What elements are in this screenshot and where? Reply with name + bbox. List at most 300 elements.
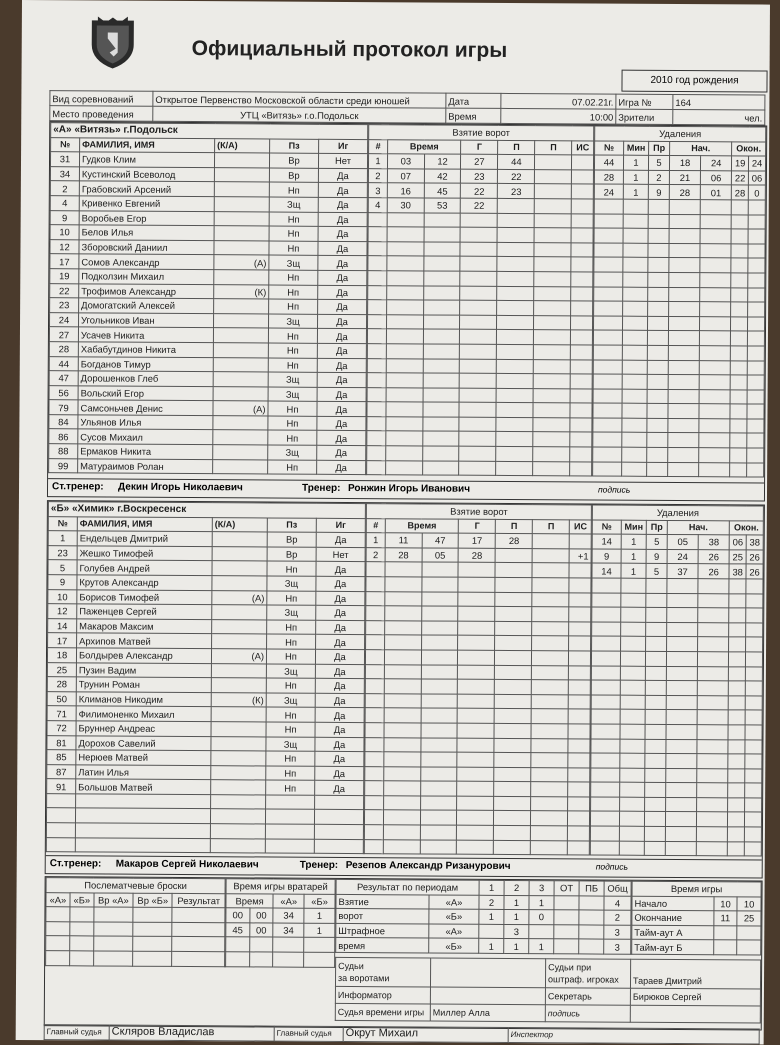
col-assist-1: П (496, 519, 533, 534)
player-played: Да (315, 678, 364, 693)
goal-row (364, 810, 589, 826)
penalty-reason: 9 (646, 549, 667, 564)
period-value: 3 (504, 924, 529, 939)
col-pen-start: Нач. (667, 520, 729, 535)
team-b-coaches (46, 855, 762, 875)
penalty-end-min: 38 (729, 564, 746, 579)
team-a-goals (366, 124, 594, 477)
col-pos: Пз (267, 518, 316, 533)
team-b-penalties (590, 504, 764, 856)
player-number: 50 (47, 691, 76, 706)
penalty-row (592, 563, 763, 579)
player-position: Нп (266, 707, 315, 722)
player-name: Кривенко Евгений (79, 196, 214, 211)
period-value: 2 (479, 895, 504, 910)
period-row-label: Штрафное (336, 923, 429, 938)
col-goal-no: # (369, 139, 388, 154)
inspector-label: Инспектор (508, 1027, 759, 1043)
player-row (47, 750, 364, 767)
goalie-time-col-a: «А» (273, 894, 304, 909)
player-position: Вр (267, 532, 316, 547)
penalty-row (593, 316, 764, 332)
player-name: Хабабутдинов Никита (78, 342, 213, 357)
goal-index: 2 (366, 547, 385, 562)
player-name: Трунин Роман (76, 677, 211, 692)
player-row (47, 721, 364, 738)
team-b-name: «Б» «Химик» г.Воскресенск (48, 502, 365, 519)
penalty-player: 14 (592, 534, 621, 549)
col-pen-reason: Пр (646, 520, 667, 535)
player-played: Да (318, 226, 367, 241)
timeout-b-label: Тайм-аут Б (632, 940, 714, 955)
player-row (48, 560, 365, 577)
period-value: 1 (479, 939, 504, 954)
goal-situation: +1 (569, 549, 591, 564)
player-played: Да (317, 431, 366, 446)
period-value: 2 (604, 910, 631, 925)
player-row (47, 648, 364, 665)
goals-title: Взятие ворот (369, 125, 594, 141)
player-row (50, 239, 367, 256)
col-goal-situation: ИС (572, 140, 594, 155)
penalty-row (591, 738, 762, 754)
penalty-reason: 9 (648, 185, 669, 200)
goal-row (367, 460, 592, 476)
goal-assist-1 (498, 198, 535, 213)
period-col-so: ПБ (579, 881, 604, 896)
player-number: 87 (47, 764, 76, 779)
player-role (212, 634, 267, 649)
goalie-time-sec: 00 (249, 908, 273, 923)
penalty-reason: 5 (648, 156, 669, 171)
team-a-name: «А» «Витязь» г.Подольск (51, 123, 368, 140)
penalty-row (592, 636, 763, 652)
player-role: (К) (214, 284, 269, 299)
officials-signature-label: подпись (545, 1005, 630, 1023)
player-number: 12 (48, 604, 77, 619)
penalty-start-sec: 01 (700, 185, 731, 200)
competition-label: Вид соревнований (50, 91, 153, 107)
goal-assist-1: 28 (496, 534, 533, 549)
goalie-time-row (226, 923, 335, 938)
period-results-table (335, 879, 631, 955)
goal-row (368, 198, 593, 214)
birth-year: 2010 год рождения (621, 70, 767, 93)
goalie-time-sec: 00 (249, 923, 273, 938)
col-assist-2: П (533, 519, 570, 534)
officials-table (335, 957, 761, 1024)
player-name: Паженцев Сергей (77, 604, 212, 619)
goal-row (366, 591, 591, 607)
player-played: Да (317, 372, 366, 387)
period-value (529, 924, 554, 939)
goal-scorer: 23 (461, 169, 498, 184)
goal-minute: 16 (387, 183, 424, 198)
goal-row (364, 825, 589, 841)
goal-row (367, 446, 592, 462)
goal-situation (572, 199, 594, 214)
penalty-row (591, 724, 762, 740)
player-number: 9 (50, 210, 79, 225)
player-row (47, 764, 364, 781)
goal-row (365, 752, 590, 768)
player-role (214, 299, 269, 314)
penalty-row (594, 287, 765, 303)
spectators-label: Зрители (616, 109, 673, 124)
player-name: Филимоненко Михаил (76, 706, 211, 721)
player-role (211, 707, 266, 722)
time-value: 10:00 (501, 108, 616, 124)
game-end-min: 25 (737, 911, 761, 926)
period-row-label: ворот (336, 909, 429, 924)
player-played: Да (316, 532, 365, 547)
player-name: Воробьев Егор (79, 210, 214, 225)
player-number: 10 (50, 225, 79, 240)
player-number: 23 (50, 298, 79, 313)
player-number: 71 (47, 706, 76, 721)
goal-index: 3 (368, 183, 387, 198)
player-position: Нп (267, 620, 316, 635)
penalty-row (591, 797, 762, 813)
goal-row (365, 737, 590, 753)
player-role (212, 576, 267, 591)
penalty-start-sec: 38 (698, 535, 729, 550)
penalty-start-min: 18 (669, 156, 700, 171)
head-coach-name: Макаров Сергей Николаевич (115, 858, 259, 871)
player-role (214, 270, 269, 285)
period-value: 1 (529, 895, 554, 910)
penalty-minutes: 1 (621, 534, 646, 549)
penalty-judges-label: Судьи при оштраф. игроках (545, 959, 630, 989)
goal-row (367, 416, 592, 432)
player-name: Крутов Александр (77, 575, 212, 590)
player-row (49, 342, 366, 359)
col-no: № (48, 516, 77, 531)
player-played: Да (317, 343, 366, 358)
goal-index: 1 (366, 533, 385, 548)
player-role (211, 765, 266, 780)
player-number: 86 (49, 429, 78, 444)
goal-index: 1 (368, 154, 387, 169)
goal-assist-2 (535, 184, 572, 199)
game-label: Игра № (616, 94, 673, 109)
player-number: 24 (50, 312, 79, 327)
team-a-block (47, 121, 767, 501)
penalty-row (594, 155, 765, 171)
goal-second: 53 (424, 198, 461, 213)
goal-row (368, 154, 593, 170)
player-number: 19 (50, 269, 79, 284)
player-position: Нп (266, 780, 315, 795)
player-position: Нп (268, 416, 317, 431)
player-name: Кустинский Всеволод (79, 167, 214, 182)
team-b-block (45, 500, 765, 878)
shootout-col-b: «Б» (70, 892, 94, 907)
shootout-table (45, 877, 226, 967)
game-end-hour: 11 (714, 911, 738, 926)
penalty-start-sec: 24 (701, 156, 732, 171)
goal-row (366, 606, 591, 622)
player-name: Болдырев Александр (76, 648, 211, 663)
game-start-min: 10 (737, 896, 761, 911)
player-role (214, 226, 269, 241)
period-row-label: Взятие (336, 894, 429, 909)
chief-referee-name: Скляров Владислав (109, 1025, 274, 1041)
goal-row (367, 431, 592, 447)
player-number: 17 (48, 633, 77, 648)
player-played: Да (315, 722, 364, 737)
signature-label: подпись (595, 861, 628, 872)
col-name: ФАМИЛИЯ, ИМЯ (77, 516, 212, 531)
col-goal-time: Время (388, 139, 461, 154)
shootout-col-gk-b: Вр «Б» (133, 893, 172, 908)
goal-row (368, 241, 593, 257)
player-row (50, 283, 367, 300)
penalty-player: 28 (594, 170, 623, 185)
player-position: Нп (266, 649, 315, 664)
player-played: Да (317, 387, 366, 402)
coach-label: Тренер: (301, 482, 341, 494)
date-value: 07.02.21г. (501, 93, 616, 109)
player-number: 1 (48, 531, 77, 546)
player-position: Нп (267, 591, 316, 606)
player-row (47, 691, 364, 708)
player-role (213, 343, 268, 358)
penalty-end-min: 22 (732, 171, 749, 186)
period-value (554, 895, 579, 910)
player-played: Да (315, 737, 364, 752)
player-number: 85 (47, 750, 76, 765)
player-row (50, 166, 367, 183)
goal-index: 4 (368, 198, 387, 213)
period-team: «Б» (429, 938, 479, 953)
goal-scorer: 28 (458, 548, 495, 563)
player-row (47, 662, 364, 679)
player-played: Да (316, 635, 365, 650)
goal-minute: 11 (385, 533, 422, 548)
penalty-start-sec: 26 (698, 564, 729, 579)
penalty-minutes: 1 (621, 549, 646, 564)
goal-row (365, 723, 590, 739)
penalty-row (590, 826, 761, 842)
period-col-total: Общ (604, 881, 631, 896)
venue-value: УТЦ «Витязь» г.о.Подольск (153, 106, 446, 123)
player-name: Грабовский Арсений (79, 181, 214, 196)
player-name: Нерюев Матвей (76, 750, 211, 765)
penalty-row (590, 811, 761, 827)
goal-row (365, 664, 590, 680)
goal-row (365, 795, 590, 811)
game-info-table (49, 90, 765, 125)
player-role: (А) (214, 255, 269, 270)
penalty-row (593, 389, 764, 405)
player-number: 47 (49, 371, 78, 386)
goal-assist-1 (495, 548, 532, 563)
period-row (336, 938, 631, 954)
player-position: Нп (266, 751, 315, 766)
player-played: Да (318, 241, 367, 256)
player-played: Да (318, 285, 367, 300)
player-position: Зщ (268, 445, 317, 460)
signature-label: подпись (597, 484, 631, 495)
player-number: 4 (50, 196, 79, 211)
penalties-title: Удаления (592, 505, 763, 521)
player-played: Да (318, 168, 367, 183)
player-role (212, 605, 267, 620)
goalie-time-col-time: Время (226, 893, 273, 908)
player-position: Нп (266, 722, 315, 737)
period-value: 1 (529, 939, 554, 954)
period-value (554, 925, 579, 940)
date-label: Дата (446, 93, 501, 108)
penalty-row (593, 330, 764, 346)
penalty-player: 9 (592, 549, 621, 564)
game-end-label: Окончание (632, 910, 714, 925)
penalty-row (591, 666, 762, 682)
player-name: Большов Матвей (76, 779, 211, 794)
protocol-sheet (16, 0, 770, 1045)
player-number: 14 (48, 618, 77, 633)
player-played: Да (318, 212, 367, 227)
goal-index: 2 (368, 168, 387, 183)
player-number: 9 (48, 575, 77, 590)
penalty-row (591, 695, 762, 711)
player-played: Нет (318, 154, 367, 169)
goal-situation (570, 534, 592, 549)
penalty-minutes: 1 (623, 185, 648, 200)
goal-assist-1: 22 (498, 169, 535, 184)
player-position: Зщ (267, 576, 316, 591)
player-name: Домогатский Алексей (79, 298, 214, 313)
player-played: Да (316, 576, 365, 591)
period-value (579, 925, 604, 940)
goal-second: 47 (422, 533, 459, 548)
periods-title: Результат по периодам (336, 879, 479, 894)
penalty-end-sec: 06 (748, 171, 765, 186)
player-role (212, 532, 267, 547)
player-number: 18 (47, 648, 76, 663)
chief-referee-2-name: Окрут Михаил (343, 1026, 508, 1042)
player-position: Зщ (267, 605, 316, 620)
player-row (48, 545, 365, 562)
player-position: Нп (268, 430, 317, 445)
player-role (214, 211, 269, 226)
goal-row (368, 227, 593, 243)
player-position: Зщ (266, 737, 315, 752)
penalty-row (594, 243, 765, 259)
player-role (211, 722, 266, 737)
penalty-row (592, 622, 763, 638)
goal-scorer: 17 (459, 533, 496, 548)
player-name: Борисов Тимофей (77, 589, 212, 604)
period-value: 4 (604, 896, 631, 911)
player-row (50, 181, 367, 198)
chief-referee-label: Главный судья (44, 1025, 109, 1040)
goal-assist-2 (535, 169, 572, 184)
player-name: Трофимов Александр (79, 283, 214, 298)
goal-scorer: 22 (461, 184, 498, 199)
game-summary (44, 876, 763, 1030)
goal-minute: 28 (385, 548, 422, 563)
game-time-table (631, 881, 761, 956)
col-pen-no: № (595, 141, 624, 156)
player-row (48, 618, 365, 635)
player-position: Вр (269, 153, 318, 168)
player-name: Архипов Матвей (77, 633, 212, 648)
penalty-minutes: 1 (623, 170, 648, 185)
shootout-col-a: «А» (46, 892, 70, 907)
player-role (213, 328, 268, 343)
player-played: Да (315, 693, 364, 708)
player-row (48, 633, 365, 650)
player-position: Нп (269, 270, 318, 285)
player-played: Да (318, 256, 367, 271)
team-a-coaches (48, 478, 764, 498)
player-name: Угольников Иван (79, 313, 214, 328)
penalty-start-min: 05 (667, 535, 698, 550)
goalie-time-min: 00 (226, 908, 250, 923)
penalty-end-sec: 38 (746, 535, 763, 550)
penalty-player: 44 (594, 155, 623, 170)
period-col-ot: ОТ (554, 881, 579, 896)
player-number: 34 (50, 166, 79, 181)
penalty-row (592, 549, 763, 565)
player-name: Зборовский Даниил (79, 240, 214, 255)
player-name: Жешко Тимофей (77, 546, 212, 561)
penalty-row (594, 301, 765, 317)
player-number: 25 (47, 662, 76, 677)
secretary-label: Секретарь (545, 988, 630, 1006)
penalty-row (593, 374, 764, 390)
goal-row (367, 314, 592, 330)
col-goal-situation: ИС (570, 519, 592, 534)
player-played: Нет (316, 547, 365, 562)
player-position: Зщ (268, 314, 317, 329)
goal-row (368, 271, 593, 287)
penalty-row (593, 418, 764, 434)
player-name: Матураимов Ролан (78, 459, 213, 474)
period-value: 3 (604, 939, 631, 954)
player-row (49, 429, 366, 446)
penalty-row (591, 651, 762, 667)
player-played: Да (315, 708, 364, 723)
goal-row (365, 693, 590, 709)
player-row (49, 356, 366, 373)
club-logo-icon (88, 14, 138, 70)
col-pos: Пз (270, 139, 319, 154)
game-number: 164 (673, 94, 765, 110)
period-value (579, 896, 604, 911)
player-number: 5 (48, 560, 77, 575)
goal-row (367, 358, 592, 374)
player-row (50, 210, 367, 227)
goal-row (368, 212, 593, 228)
player-number: 31 (50, 152, 79, 167)
penalty-row (592, 534, 763, 550)
player-played: Да (317, 329, 366, 344)
player-row (50, 269, 367, 286)
col-ka: (К/А) (215, 138, 270, 153)
player-position: Нп (267, 561, 316, 576)
head-coach-label: Ст.тренер: (49, 858, 102, 870)
player-number: 84 (49, 415, 78, 430)
goalie-b-number: 1 (304, 923, 335, 938)
player-name: Вольский Егор (78, 386, 213, 401)
head-coach-label: Ст.тренер: (51, 481, 104, 493)
timekeeper-label: Судья времени игры (335, 1003, 430, 1021)
player-role (212, 561, 267, 576)
goal-row (367, 329, 592, 345)
